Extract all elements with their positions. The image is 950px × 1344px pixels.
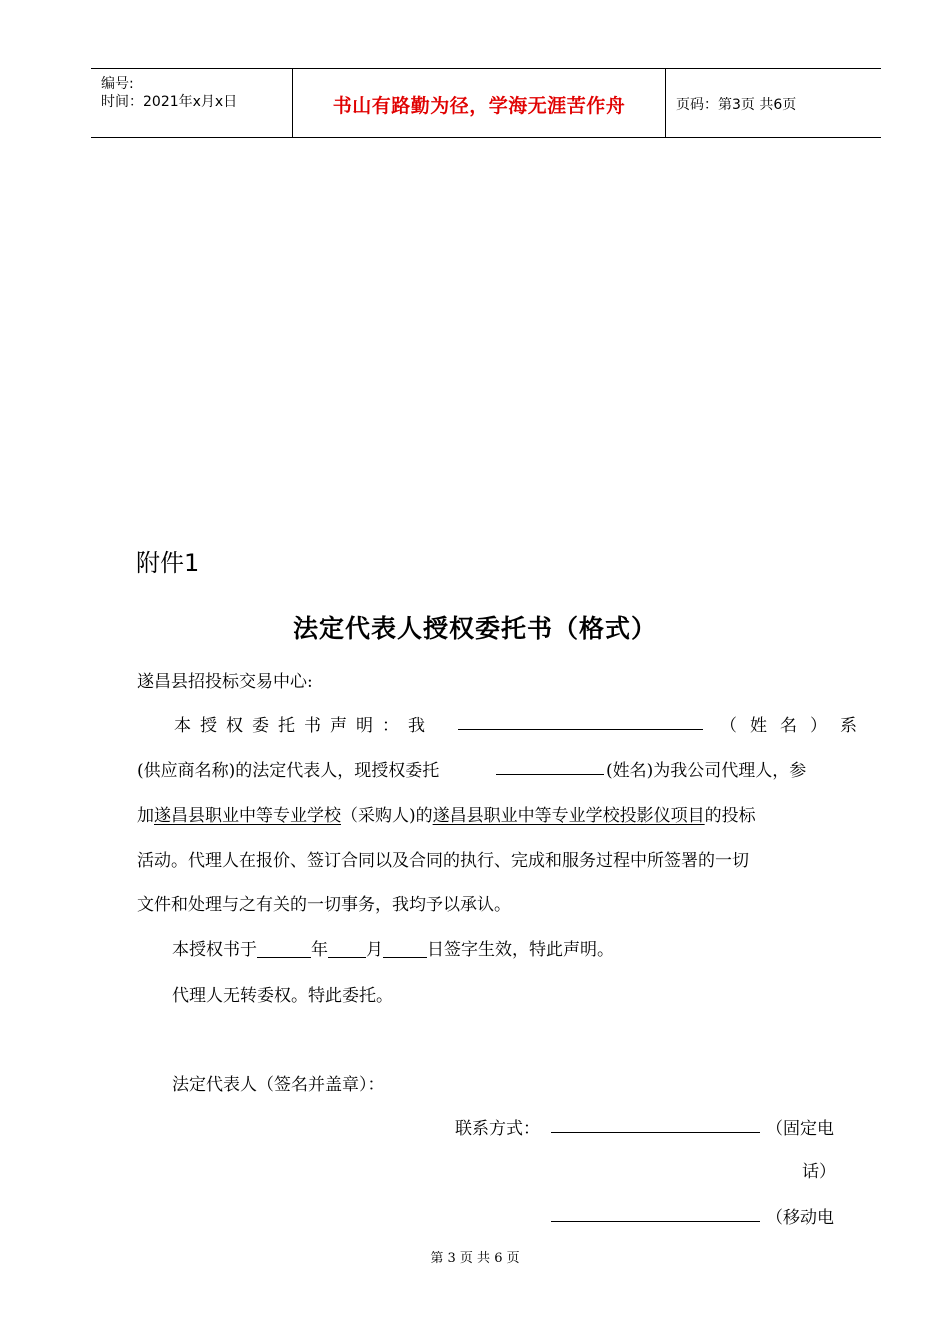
para1-line5: 文件和处理与之有关的一切事务，我均予以承认。 (137, 895, 511, 915)
annex-label: 附件1 (136, 549, 200, 577)
effective-c: 月 (366, 940, 383, 960)
page-header (91, 68, 881, 138)
serial-label: 编号: (101, 76, 134, 92)
para1-line1-start: 本授权委托书声明：我 (174, 716, 434, 736)
name-blank-1 (458, 711, 703, 732)
para1-line4: 活动。代理人在报价、签订合同以及合同的执行、完成和服务过程中所签署的一切 (137, 851, 749, 871)
motto: 书山有路勤为径，学海无涯苦作舟 (332, 95, 626, 117)
header-meta-cell (91, 69, 293, 137)
effective-b: 年 (311, 940, 328, 960)
para1-line3-a: 加 (137, 806, 154, 826)
name-blank-2 (496, 756, 604, 777)
page-footer: 第 3 页 共 6 页 (430, 1251, 520, 1266)
header-motto-cell (293, 69, 666, 137)
day-blank (383, 939, 427, 958)
year-blank (257, 939, 311, 958)
fixed-phone-label-a: （固定电 (766, 1119, 834, 1139)
time-label: 时间：2021年x月x日 (101, 94, 238, 110)
mobile-phone-label-a: （移动电 (766, 1208, 834, 1228)
para1-line1-end: （姓名）系 (720, 716, 870, 736)
addressee: 遂昌县招投标交易中心: (137, 672, 313, 692)
purchaser-name: 遂昌县职业中等专业学校 (154, 806, 341, 826)
effective-d: 日签字生效，特此声明。 (427, 940, 614, 960)
para1-line3 (137, 801, 756, 826)
effective-a: 本授权书于 (172, 940, 257, 960)
para1-line2-end: (姓名)为我公司代理人，参 (606, 761, 807, 781)
page-label: 页码：第3页 共6页 (676, 97, 797, 113)
mobile-phone-blank (551, 1203, 760, 1224)
no-transfer-statement: 代理人无转委权。特此委托。 (172, 986, 393, 1006)
project-name: 遂昌县职业中等专业学校投影仪项目 (432, 806, 705, 826)
fixed-phone-label-b: 话） (802, 1162, 836, 1182)
effective-line (172, 935, 614, 960)
document-title: 法定代表人授权委托书（格式） (292, 614, 657, 643)
para1-line2-start: (供应商名称)的法定代表人，现授权委托 (137, 761, 440, 781)
para1-line3-c: 的投标 (704, 806, 756, 826)
para1-line3-b: （采购人)的 (341, 806, 433, 826)
fixed-phone-blank (551, 1114, 760, 1135)
header-page-cell (666, 69, 881, 137)
contact-label: 联系方式： (455, 1119, 540, 1139)
legal-rep-signature: 法定代表人（签名并盖章）： (172, 1075, 385, 1095)
month-blank (328, 939, 366, 958)
